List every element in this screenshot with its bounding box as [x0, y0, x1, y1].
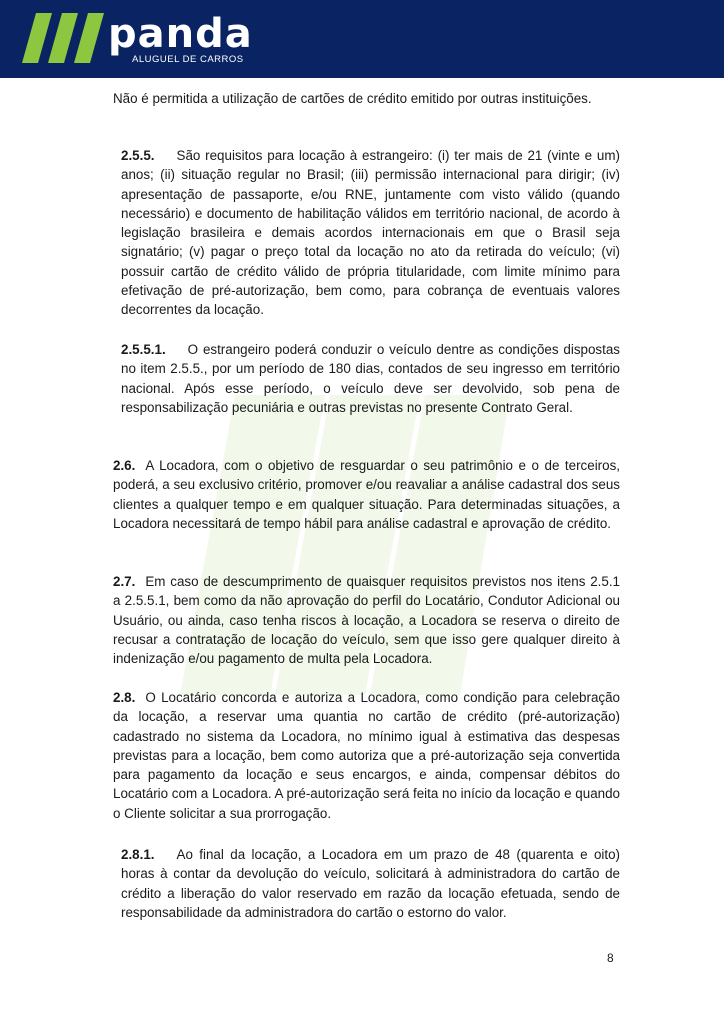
clause-number: 2.5.5.1.	[121, 342, 166, 357]
page-number: 8	[607, 951, 614, 965]
clause-number: 2.8.	[113, 690, 136, 705]
paragraph-text: Em caso de descumprimento de quaisquer requisitos previstos nos itens 2.5.1 a 2.5.5.1, bem como da não aprovação do perfil do Locatário, Condutor Adicional ou Usuário, ou ainda, caso tenha riscos à locação, a Locadora se reserva o direito de recusar a contratação de locação do veículo, sem que isso gere qualquer direito à indenização e/ou pagamento de multa pela Locadora.	[113, 574, 620, 667]
paragraph-text: O Locatário concorda e autoriza a Locadora, como condição para celebração da locação, a reservar uma quantia no cartão de crédito (pré-autorização) cadastrado no sistema da Locadora, no mínimo igual à estimativa das despesas previstas para a locação, bem como autoriza que a pré-autorização seja convertida para pagamento da locação e seus encargos, e ainda, compensar débitos do Locatário com a Locadora. A pré-autorização será feita no início da locação e quando o Cliente solicitar a sua prorrogação.	[113, 690, 620, 821]
brand-tagline: ALUGUEL DE CARROS	[132, 54, 244, 65]
paragraph-text: A Locadora, com o objetivo de resguardar o seu patrimônio e o de terceiros, poderá, a seu exclusivo critério, promover e/ou reavaliar a análise cadastral dos seus clientes a qualquer tempo e em qualquer situação. Para determinadas situações, a Locadora necessitará de tempo hábil para análise cadastral e aprovação de crédito.	[113, 458, 620, 531]
paragraph-2-6	[113, 456, 620, 533]
paragraph-2-5-5	[121, 146, 620, 320]
paragraph-credit-card-note	[113, 89, 620, 108]
paragraph-2-5-5-1	[121, 340, 620, 417]
clause-number: 2.8.1.	[121, 847, 155, 862]
paragraph-text: Não é permitida a utilização de cartões de crédito emitido por outras instituições.	[113, 91, 592, 106]
clause-number: 2.7.	[113, 574, 136, 589]
paragraph-2-8	[113, 688, 620, 823]
page-header	[0, 0, 724, 78]
clause-number: 2.5.5.	[121, 148, 155, 163]
paragraph-2-8-1	[121, 845, 620, 922]
paragraph-text: São requisitos para locação à estrangeiro: (i) ter mais de 21 (vinte e um) anos; (ii) situação regular no Brasil; (iii) permissão internacional para dirigir; (iv) apresentação de passaporte, e/ou RNE, juntamente com visto válido (quando necessário) e documento de habilitação válidos em território nacional, de acordo à legislação brasileira e demais acordos internacionais em que o Brasil seja signatário; (v) pagar o preço total da locação no ato da retirada do veículo; (vi) possuir cartão de crédito válido de própria titularidade, com limite mínimo para efetivação de pré-autorização, bem como, para cobrança de eventuais valores decorrentes da locação.	[121, 148, 620, 318]
brand-name: panda	[108, 11, 253, 57]
clause-number: 2.6.	[113, 458, 136, 473]
panda-stripes-logo-icon	[22, 13, 104, 63]
paragraph-2-7	[113, 572, 620, 668]
paragraph-text: O estrangeiro poderá conduzir o veículo dentre as condições dispostas no item 2.5.5., por um período de 180 dias, contados de seu ingresso em território nacional. Após esse período, o veículo deve ser devolvido, sob pena de responsabilização pecuniária e outras previstas no presente Contrato Geral.	[121, 342, 620, 415]
paragraph-text: Ao final da locação, a Locadora em um prazo de 48 (quarenta e oito) horas à contar da devolução do veículo, solicitará à administradora do cartão de crédito a liberação do valor reservado em razão da locação efetuada, sendo de responsabilidade da administradora do cartão o estorno do valor.	[121, 847, 620, 920]
